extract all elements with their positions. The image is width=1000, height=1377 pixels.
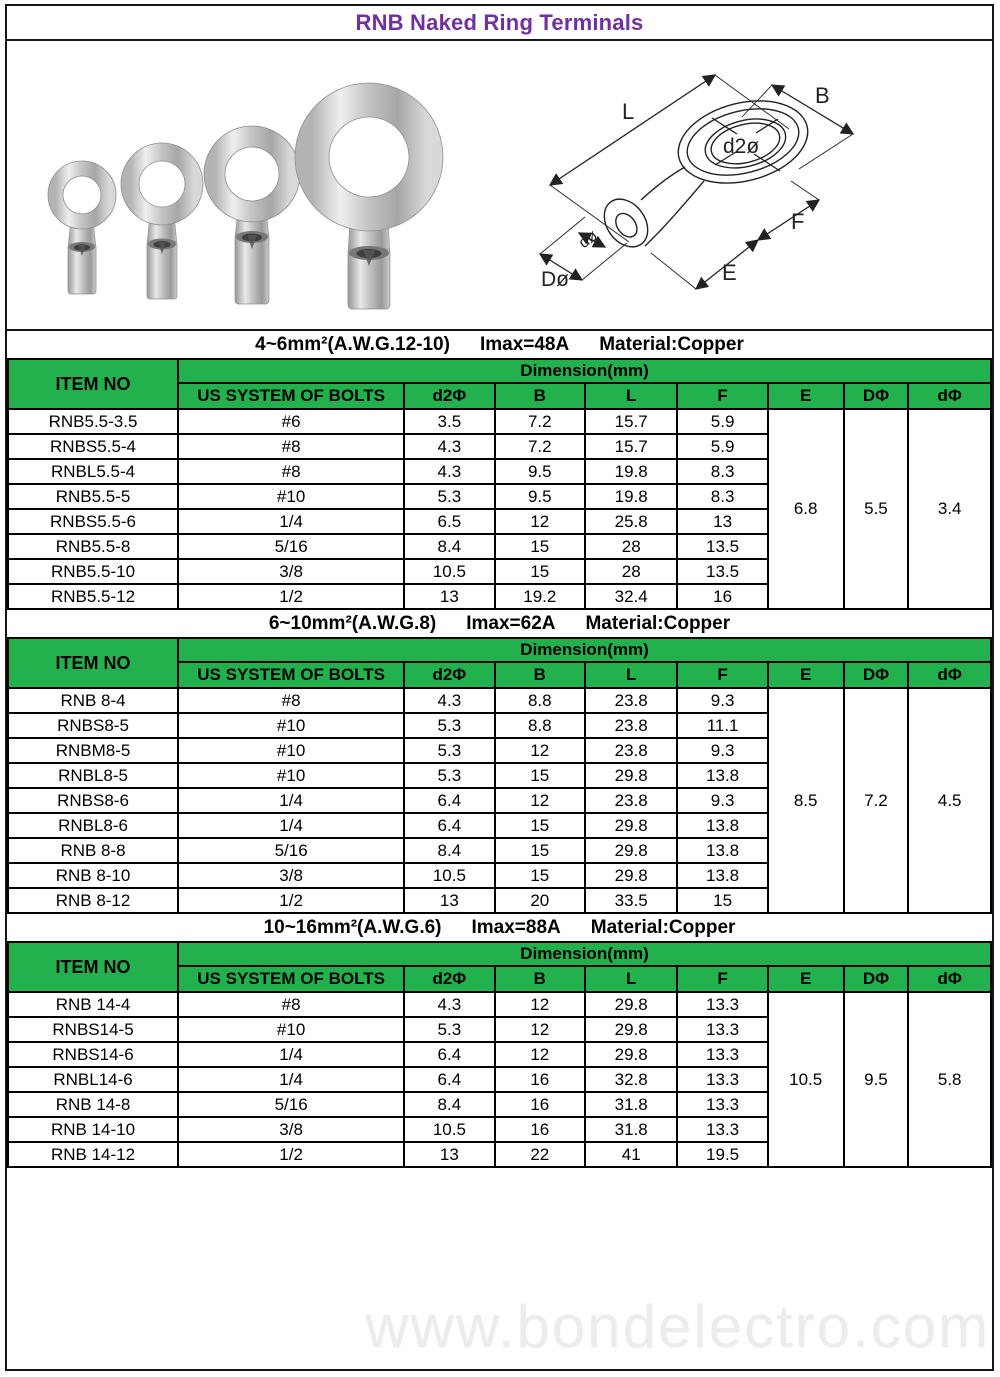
dimension-cell: 23.8	[585, 738, 677, 763]
dimension-cell: 15	[495, 838, 585, 863]
diagram-label-d2: d2ø	[723, 135, 760, 158]
dimension-cell: 5.3	[404, 738, 494, 763]
col-header-l: L	[585, 383, 677, 409]
dimension-cell: 9.3	[677, 788, 767, 813]
page-title: RNB Naked Ring Terminals	[355, 9, 644, 35]
dimension-cell: 1/4	[178, 1042, 404, 1067]
merged-e-cell: 10.5	[768, 992, 844, 1167]
dimension-cell: 5/16	[178, 534, 404, 559]
col-header-d2phi: d2Φ	[404, 383, 494, 409]
dimension-cell: 4.3	[404, 688, 494, 713]
merged-dphi-cell: 7.2	[844, 688, 909, 913]
dimension-cell: 4.3	[404, 992, 494, 1017]
dimension-cell: 3/8	[178, 559, 404, 584]
dimension-cell: 12	[495, 738, 585, 763]
dimension-header: Dimension(mm)	[178, 638, 991, 662]
merged-dphi-small-cell: 3.4	[908, 409, 991, 609]
product-photo	[7, 41, 499, 329]
dimension-cell: 29.8	[585, 863, 677, 888]
section-imax: Imax=62A	[466, 612, 556, 634]
item-no-cell: RNB 8-4	[8, 688, 178, 713]
dimension-cell: 29.8	[585, 813, 677, 838]
item-no-header: ITEM NO	[8, 942, 178, 992]
dimension-cell: 9.3	[677, 738, 767, 763]
col-header-dphi-big: DΦ	[844, 383, 909, 409]
dimension-diagram	[499, 41, 994, 329]
dimension-cell: 12	[495, 1042, 585, 1067]
dimension-cell: 4.3	[404, 434, 494, 459]
dimension-cell: 1/4	[178, 509, 404, 534]
dimension-cell: 19.8	[585, 459, 677, 484]
item-no-cell: RNB 14-4	[8, 992, 178, 1017]
dimension-cell: 8.4	[404, 838, 494, 863]
dimension-cell: 13	[404, 888, 494, 913]
table-row	[8, 688, 991, 713]
ring-terminal-photo-3	[204, 126, 300, 304]
diagram-label-F: F	[791, 209, 805, 234]
dimension-cell: 20	[495, 888, 585, 913]
dimension-cell: 5/16	[178, 1092, 404, 1117]
dimension-cell: 4.3	[404, 459, 494, 484]
dimension-cell: #10	[178, 763, 404, 788]
table-row	[8, 992, 991, 1017]
dimension-cell: 13	[677, 509, 767, 534]
item-no-cell: RNB 8-8	[8, 838, 178, 863]
dimension-cell: 13.3	[677, 1042, 767, 1067]
dimension-cell: 33.5	[585, 888, 677, 913]
dimension-cell: 9.3	[677, 688, 767, 713]
dimension-cell: 8.8	[495, 713, 585, 738]
col-header-b: B	[495, 662, 585, 688]
merged-dphi-cell: 9.5	[844, 992, 909, 1167]
col-header-dphi-big: DΦ	[844, 662, 909, 688]
spec-table-body-3	[8, 992, 991, 1167]
dimension-cell: #10	[178, 1017, 404, 1042]
dimension-cell: 15.7	[585, 434, 677, 459]
dimension-cell: 28	[585, 559, 677, 584]
col-header-e: E	[768, 662, 844, 688]
section-title-1	[7, 331, 992, 358]
dimension-cell: 3/8	[178, 1117, 404, 1142]
col-header-f: F	[677, 966, 767, 992]
dimension-cell: 5/16	[178, 838, 404, 863]
dimension-cell: 13.8	[677, 838, 767, 863]
diagram-label-d: dø	[575, 227, 601, 253]
dimension-cell: #8	[178, 459, 404, 484]
item-no-cell: RNBL14-6	[8, 1067, 178, 1092]
dimension-cell: 8.4	[404, 1092, 494, 1117]
dimension-cell: 16	[495, 1092, 585, 1117]
spec-table-body-2	[8, 688, 991, 913]
dimension-cell: 9.5	[495, 459, 585, 484]
dimension-cell: 29.8	[585, 1017, 677, 1042]
item-no-cell: RNBS14-5	[8, 1017, 178, 1042]
dimension-cell: 32.4	[585, 584, 677, 609]
dimension-cell: 29.8	[585, 763, 677, 788]
dimension-cell: 1/4	[178, 1067, 404, 1092]
dimension-cell: 7.2	[495, 434, 585, 459]
dimension-cell: 23.8	[585, 713, 677, 738]
dimension-cell: 5.3	[404, 713, 494, 738]
item-no-cell: RNB 8-12	[8, 888, 178, 913]
dimension-cell: 15	[677, 888, 767, 913]
item-no-cell: RNBL8-5	[8, 763, 178, 788]
item-no-cell: RNB 14-12	[8, 1142, 178, 1167]
dimension-cell: 9.5	[495, 484, 585, 509]
item-no-header: ITEM NO	[8, 638, 178, 688]
dimension-cell: 7.2	[495, 409, 585, 434]
dimension-cell: 29.8	[585, 838, 677, 863]
table-row	[8, 409, 991, 434]
dimension-cell: 1/2	[178, 1142, 404, 1167]
item-no-cell: RNB5.5-8	[8, 534, 178, 559]
col-header-dphi-small: dΦ	[908, 383, 991, 409]
ring-terminals-photo-image	[7, 41, 499, 329]
dimension-cell: 13.3	[677, 1017, 767, 1042]
dimension-cell: 15	[495, 863, 585, 888]
item-no-cell: RNB5.5-10	[8, 559, 178, 584]
dimension-cell: 31.8	[585, 1092, 677, 1117]
dimension-cell: 1/4	[178, 813, 404, 838]
col-header-e: E	[768, 966, 844, 992]
merged-e-cell: 8.5	[768, 688, 844, 913]
item-no-cell: RNBS5.5-4	[8, 434, 178, 459]
dimension-cell: 5.9	[677, 434, 767, 459]
item-no-cell: RNBL8-6	[8, 813, 178, 838]
item-no-cell: RNBS8-6	[8, 788, 178, 813]
item-no-cell: RNB5.5-3.5	[8, 409, 178, 434]
diagram-label-L: L	[622, 99, 635, 124]
merged-dphi-small-cell: 5.8	[908, 992, 991, 1167]
col-header-l: L	[585, 662, 677, 688]
section-title-3	[7, 914, 992, 941]
item-no-cell: RNB 14-10	[8, 1117, 178, 1142]
spec-table-2	[7, 637, 992, 914]
col-header-dphi-small: dΦ	[908, 662, 991, 688]
spec-table-3	[7, 941, 992, 1168]
dimension-cell: #10	[178, 738, 404, 763]
dimension-cell: 31.8	[585, 1117, 677, 1142]
dimension-cell: 6.5	[404, 509, 494, 534]
dimension-cell: 1/4	[178, 788, 404, 813]
dimension-cell: 13	[404, 584, 494, 609]
col-header-e: E	[768, 383, 844, 409]
dimension-cell: 13.8	[677, 813, 767, 838]
ring-terminal-photo-4	[295, 83, 443, 309]
item-no-header: ITEM NO	[8, 359, 178, 409]
dimension-cell: 1/2	[178, 584, 404, 609]
dimension-cell: 15.7	[585, 409, 677, 434]
section-range: 6~10mm²(A.W.G.8)	[268, 612, 437, 634]
dimension-cell: 6.4	[404, 1042, 494, 1067]
item-no-cell: RNBM8-5	[8, 738, 178, 763]
spec-table-body-1	[8, 409, 991, 609]
dimension-cell: #8	[178, 992, 404, 1017]
dimension-cell: 22	[495, 1142, 585, 1167]
col-header-f: F	[677, 383, 767, 409]
dimension-cell: 13	[404, 1142, 494, 1167]
dimension-header: Dimension(mm)	[178, 359, 991, 383]
dimension-cell: 13.3	[677, 1067, 767, 1092]
section-imax: Imax=88A	[471, 916, 561, 938]
dimension-cell: 19.2	[495, 584, 585, 609]
merged-dphi-small-cell: 4.5	[908, 688, 991, 913]
section-title-2	[7, 610, 992, 637]
diagram-label-E: E	[722, 260, 737, 285]
col-header-bolts: US SYSTEM OF BOLTS	[178, 383, 404, 409]
item-no-cell: RNB5.5-5	[8, 484, 178, 509]
figures-row	[7, 41, 992, 331]
dimension-cell: 13.8	[677, 863, 767, 888]
dimension-cell: 13.5	[677, 534, 767, 559]
merged-e-cell: 6.8	[768, 409, 844, 609]
dimension-cell: 13.8	[677, 763, 767, 788]
dimension-header: Dimension(mm)	[178, 942, 991, 966]
section-material: Material:Copper	[585, 612, 731, 634]
dimension-cell: 13.3	[677, 1092, 767, 1117]
dimension-cell: 15	[495, 534, 585, 559]
dimension-cell: 25.8	[585, 509, 677, 534]
dimension-cell: 13.3	[677, 1117, 767, 1142]
dimension-cell: 19.8	[585, 484, 677, 509]
col-header-d2phi: d2Φ	[404, 662, 494, 688]
dimension-cell: 16	[677, 584, 767, 609]
dimension-cell: 32.8	[585, 1067, 677, 1092]
col-header-dphi-small: dΦ	[908, 966, 991, 992]
dimension-cell: 8.3	[677, 459, 767, 484]
col-header-f: F	[677, 662, 767, 688]
dimension-cell: 10.5	[404, 1117, 494, 1142]
merged-dphi-cell: 5.5	[844, 409, 909, 609]
dimension-diagram-image	[499, 41, 994, 329]
section-material: Material:Copper	[590, 916, 736, 938]
dimension-cell: 3.5	[404, 409, 494, 434]
item-no-cell: RNBS14-6	[8, 1042, 178, 1067]
col-header-dphi-big: DΦ	[844, 966, 909, 992]
item-no-cell: RNBS5.5-6	[8, 509, 178, 534]
item-no-cell: RNBS8-5	[8, 713, 178, 738]
dimension-cell: #8	[178, 688, 404, 713]
watermark-text: www.bondelectro.com	[365, 1293, 990, 1360]
dimension-cell: 5.3	[404, 1017, 494, 1042]
dimension-cell: 8.8	[495, 688, 585, 713]
dimension-cell: 3/8	[178, 863, 404, 888]
dimension-cell: 12	[495, 788, 585, 813]
dimension-cell: 41	[585, 1142, 677, 1167]
dimension-cell: 15	[495, 559, 585, 584]
dimension-cell: 12	[495, 509, 585, 534]
dimension-cell: 5.3	[404, 763, 494, 788]
title-bar	[7, 6, 992, 41]
dimension-cell: 6.4	[404, 813, 494, 838]
col-header-b: B	[495, 966, 585, 992]
item-no-cell: RNBL5.5-4	[8, 459, 178, 484]
footer-area	[7, 1168, 992, 1369]
dimension-cell: 10.5	[404, 863, 494, 888]
dimension-cell: 12	[495, 1017, 585, 1042]
ring-terminal-photo-2	[121, 143, 203, 299]
dimension-cell: 16	[495, 1067, 585, 1092]
col-header-bolts: US SYSTEM OF BOLTS	[178, 966, 404, 992]
dimension-cell: 23.8	[585, 788, 677, 813]
dimension-cell: 19.5	[677, 1142, 767, 1167]
dimension-cell: 16	[495, 1117, 585, 1142]
diagram-label-D: Dø	[541, 268, 569, 291]
dimension-cell: 1/2	[178, 888, 404, 913]
diagram-label-B: B	[815, 83, 830, 108]
dimension-cell: #10	[178, 484, 404, 509]
dimension-cell: 13.3	[677, 992, 767, 1017]
dimension-cell: 29.8	[585, 1042, 677, 1067]
dimension-cell: #8	[178, 434, 404, 459]
item-no-cell: RNB 8-10	[8, 863, 178, 888]
col-header-b: B	[495, 383, 585, 409]
dimension-cell: 13.5	[677, 559, 767, 584]
dimension-cell: 23.8	[585, 688, 677, 713]
dimension-cell: #10	[178, 713, 404, 738]
dimension-cell: 28	[585, 534, 677, 559]
section-range: 10~16mm²(A.W.G.6)	[263, 916, 442, 938]
datasheet-page	[5, 4, 994, 1371]
dimension-cell: 6.4	[404, 1067, 494, 1092]
spec-table-1	[7, 358, 992, 610]
dimension-cell: 5.3	[404, 484, 494, 509]
dimension-cell: 8.3	[677, 484, 767, 509]
dimension-cell: 15	[495, 813, 585, 838]
dimension-cell: 8.4	[404, 534, 494, 559]
dimension-cell: 6.4	[404, 788, 494, 813]
dimension-cell: 15	[495, 763, 585, 788]
item-no-cell: RNB5.5-12	[8, 584, 178, 609]
ring-terminal-photo-1	[48, 161, 116, 294]
dimension-cell: 10.5	[404, 559, 494, 584]
col-header-l: L	[585, 966, 677, 992]
dimension-cell: 12	[495, 992, 585, 1017]
section-range: 4~6mm²(A.W.G.12-10)	[255, 333, 450, 355]
dimension-cell: #6	[178, 409, 404, 434]
section-imax: Imax=48A	[479, 333, 570, 355]
section-material: Material:Copper	[599, 333, 744, 355]
dimension-cell: 29.8	[585, 992, 677, 1017]
col-header-d2phi: d2Φ	[404, 966, 494, 992]
item-no-cell: RNB 14-8	[8, 1092, 178, 1117]
dimension-cell: 11.1	[677, 713, 767, 738]
col-header-bolts: US SYSTEM OF BOLTS	[178, 662, 404, 688]
dimension-cell: 5.9	[677, 409, 767, 434]
